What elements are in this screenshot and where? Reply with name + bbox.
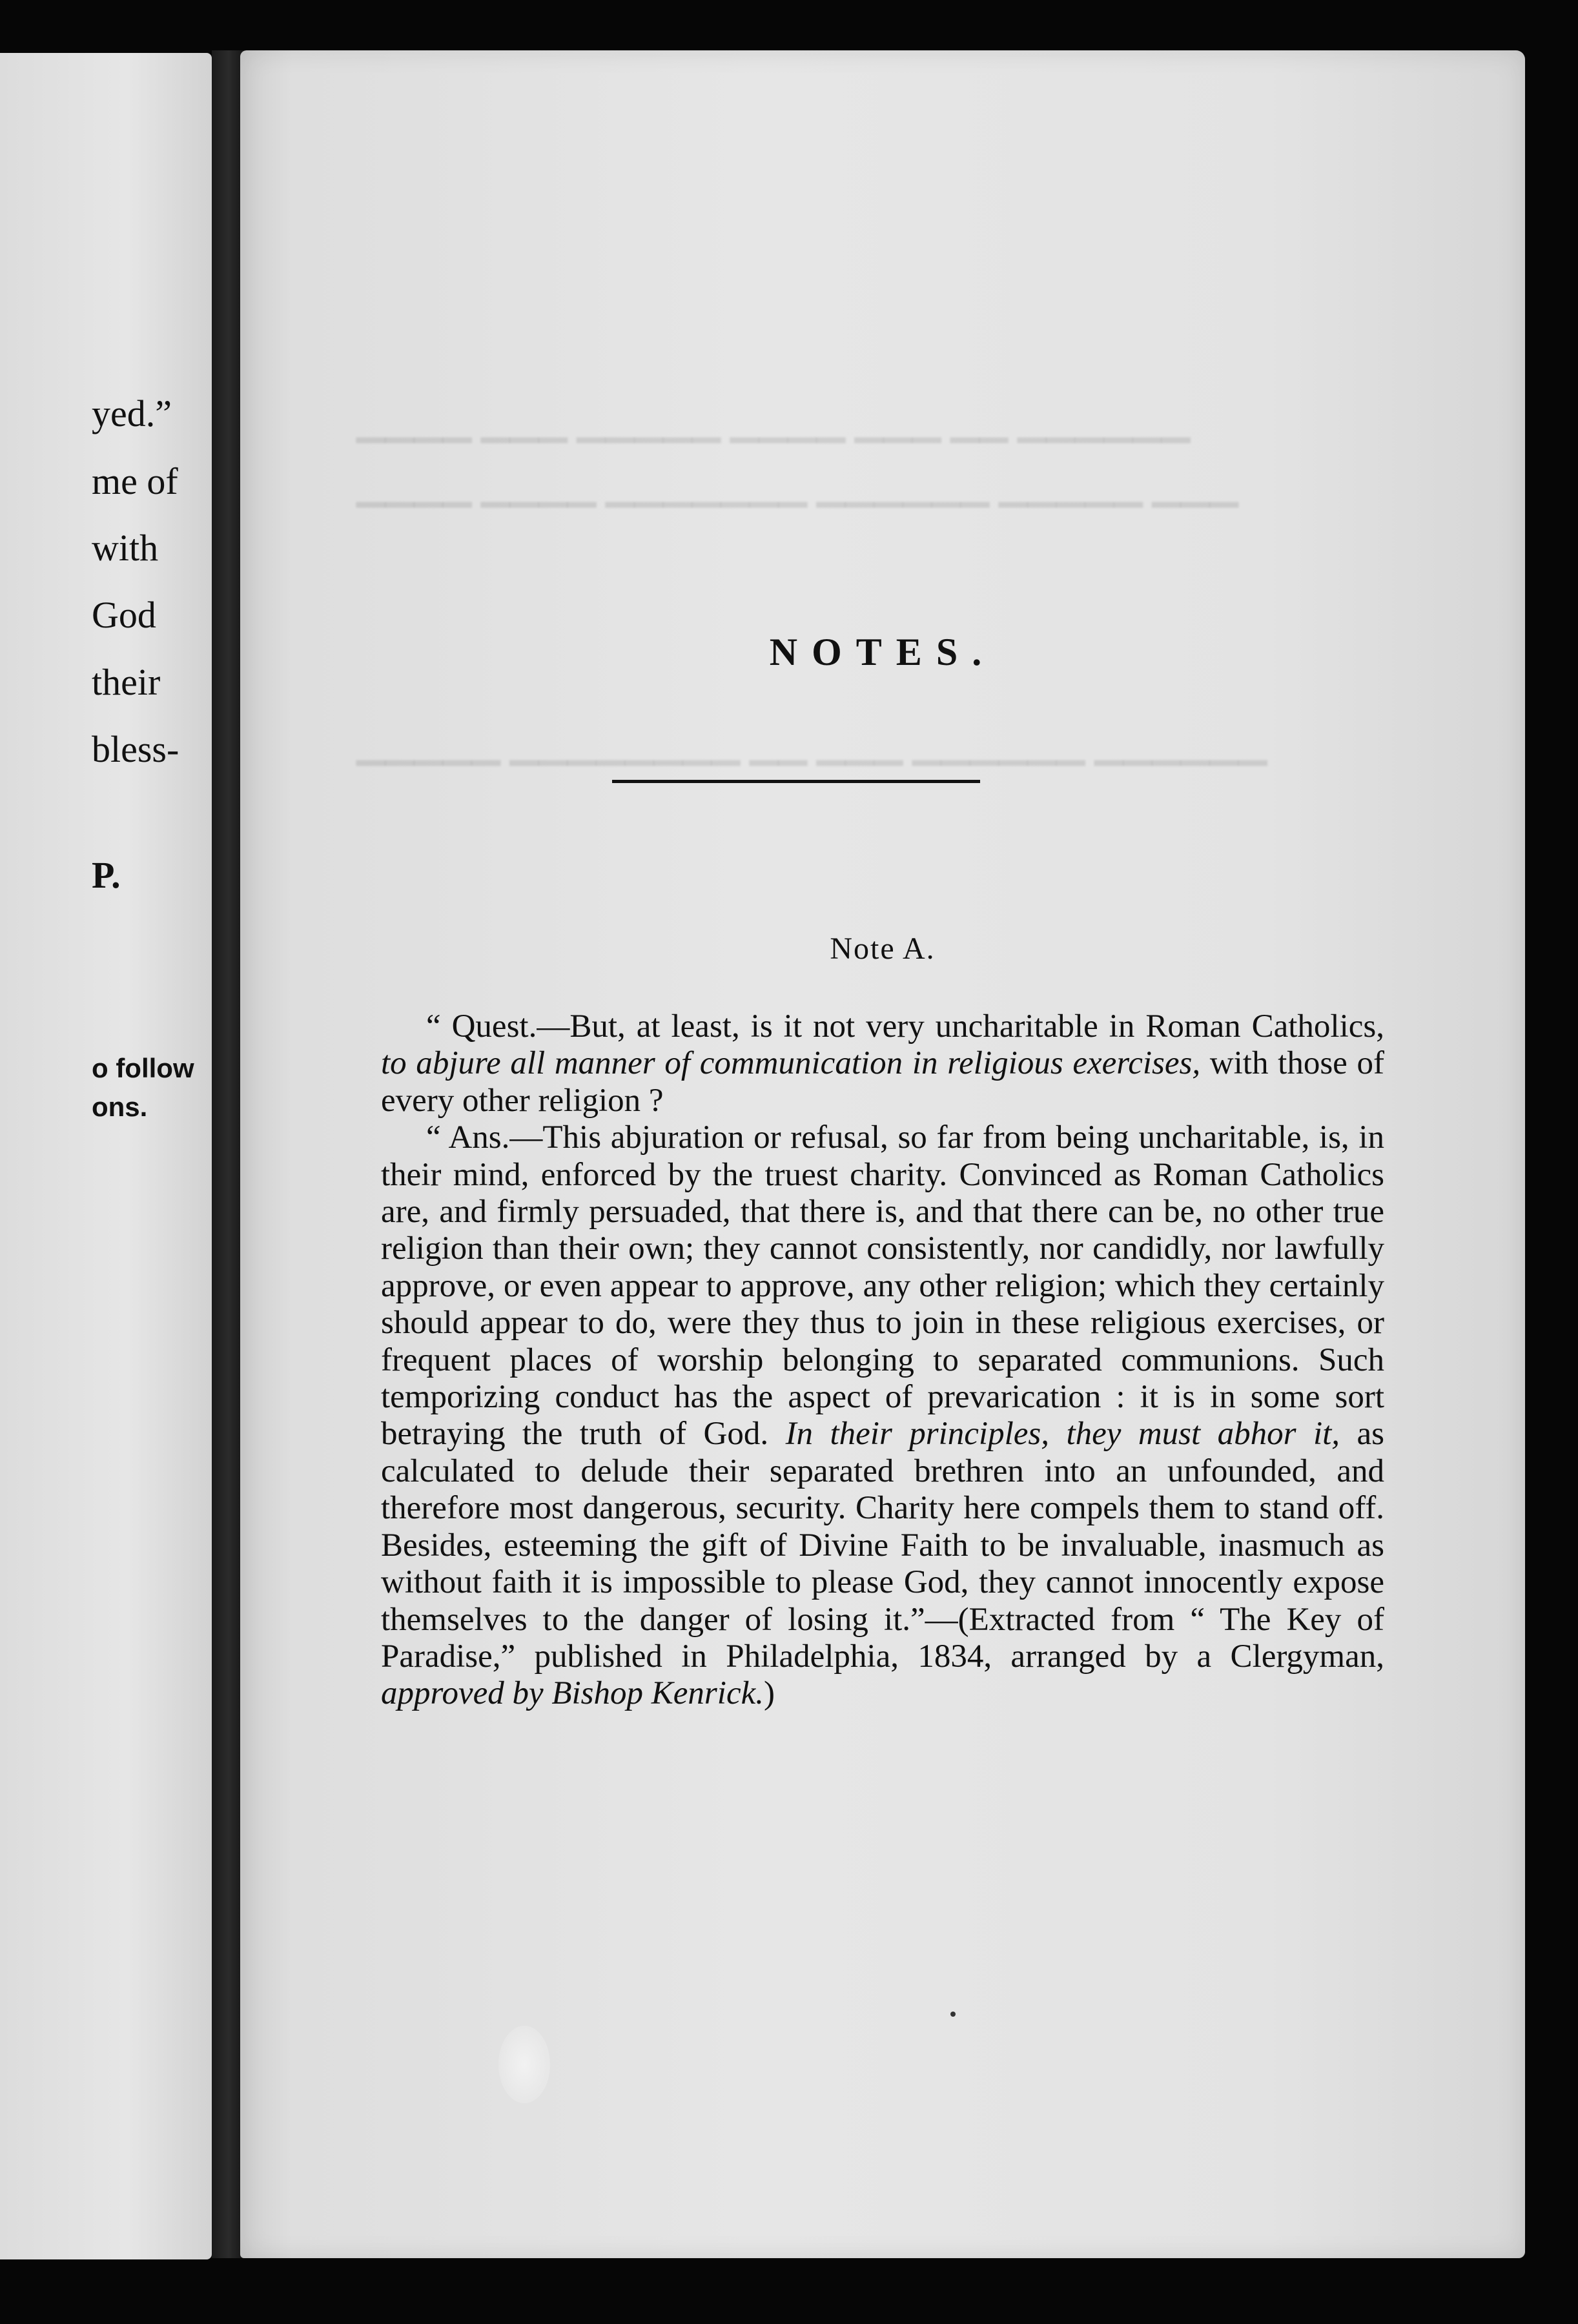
left-page-line: bless- [92, 728, 179, 770]
left-page-line: their [92, 661, 161, 703]
left-page-signature: P. [92, 854, 121, 896]
left-page-line: God [92, 594, 156, 636]
paper-speck [950, 2012, 956, 2017]
question-text: “ Quest.—But, at least, is it not very uncharitable in Roman Catholics, [426, 1008, 1384, 1045]
heading-rule [612, 780, 980, 783]
left-page-line: ons. [92, 1092, 148, 1122]
question-text-tail: with those of every other religion ? [381, 1045, 1384, 1119]
paper-smudge [498, 2026, 550, 2103]
left-page-line: yed.” [92, 392, 172, 434]
answer-paragraph [381, 1119, 1384, 1713]
left-facing-page [0, 53, 212, 2259]
note-body [381, 1008, 1384, 1713]
answer-closing: ) [763, 1675, 775, 1712]
notes-page [240, 50, 1525, 2258]
left-page-line: with [92, 527, 159, 569]
bleed-through-text: ▁▁▁▁ ▁▁▁ ▁▁▁▁▁ ▁▁▁▁ ▁▁▁ ▁▁ ▁▁▁▁▁▁ [356, 400, 1191, 442]
page-heading: NOTES. [769, 631, 996, 673]
question-emphasis: to abjure all manner of communication in religious exercises, [381, 1045, 1201, 1082]
question-paragraph [381, 1008, 1384, 1119]
left-page-line: o follow [92, 1053, 194, 1083]
answer-text-middle: as calculated to delude their separated brethren into an unfounded, and therefore most dangerous, security. Charity here compels them to stand off. Besides, esteeming the gift of Divine Faith to be invaluable, inasmuch as without faith it is impossible to please God, they cannot innocently expose themselves to the danger of losing it.”—(Extracted from “ The Key of Paradise,” published in Philadelphia, 1834, arranged by a Clergyman, [381, 1416, 1384, 1675]
bleed-through-text: ▁▁▁▁ ▁▁▁▁ ▁▁▁▁▁▁▁ ▁▁▁▁▁▁ ▁▁▁▁▁ ▁▁▁ [356, 465, 1239, 507]
note-label: Note A. [830, 932, 936, 966]
bleed-through-text: ▁▁▁▁▁ ▁▁▁▁▁▁▁▁ ▁▁ ▁▁▁ ▁▁▁▁▁▁ ▁▁▁▁▁▁ [356, 723, 1267, 765]
left-page-line: me of [92, 460, 178, 502]
answer-closing-emphasis: approved by Bishop Kenrick. [381, 1675, 764, 1712]
answer-text: “ Ans.—This abjuration or refusal, so far from being uncharitable, is, in their mind, enforced by the truest charity. Convinced as Roman Catholics are, and firmly persuaded, that there is, and that there can be, no other true religion than their own; they cannot consistently, nor candidly, nor lawfully approve, or even appear to approve, any other religion; which they certainly should appear to do, were they thus to join in these religious exercises, or frequent places of worship belonging to separated communions. Such temporizing conduct has the aspect of prevarication : it is in some sort betraying the truth of God. [381, 1119, 1384, 1452]
answer-emphasis: In their principles, they must abhor it, [785, 1416, 1340, 1452]
